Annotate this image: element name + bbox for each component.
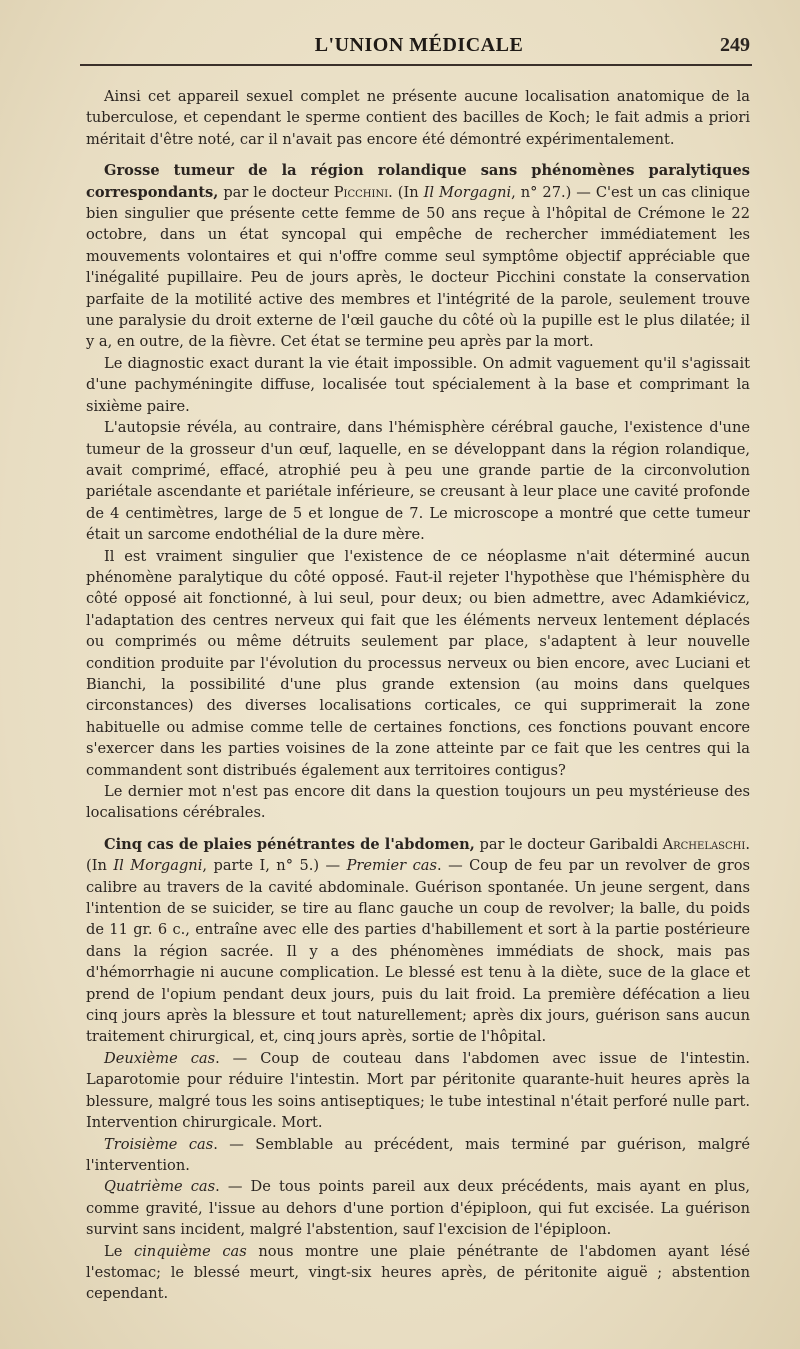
paragraph-autopsy: L'autopsie révéla, au contraire, dans l'hémisphère cérébral gauche, l'existence d'une tumeur de la grosseur d'un œuf, laquelle, en se développant dans la région rolandique, avait comprimé, effacé, atrophié peu à peu une grande partie de la circonvolution pariétale ascendante et pariétale inférieure, se creusant à leur place une cavité profonde de 4 centimètres, large de 5 et longue de 7. Le microscope a montré que cette tumeur était un sarcome endothélial de la dure mère. xyxy=(86,419,750,544)
paragraph-case-5: Le cinquième cas nous montre une plaie pénétrante de l'abdomen ayant lésé l'estomac; le blessé meurt, vingt-six heures après, de péritonite aiguë ; abstention cependant. xyxy=(86,1242,750,1303)
case-label: Deuxième cas xyxy=(104,1049,216,1067)
author-name: Picchini xyxy=(333,183,389,201)
section-heading-rolandic-tumor: Grosse tumeur de la région rolandique sans phénomènes paralytiques correspondants, xyxy=(86,162,750,201)
article-body xyxy=(86,86,750,1305)
paragraph-rolandic-tumor: Grosse tumeur de la région rolandique sans phénomènes paralytiques correspondants, par le docteur Picchini. (In Il Morgagni, n° 27.) — C'est un cas clinique bien singulier que présente cette femme de 50 ans reçue à l'hôpital de Crémone le 22 octobre, dans un état syncopal qui empêche de rechercher immédiatement les mouvements volontaires et qui n'offre comme seul symptôme objectif appréciable que l'inégalité pupillaire. Peu de jours après, le docteur Picchini constate la conservation parfaite de la motilité active des membres et l'intégrité de la parole, seulement trouve une paralysie du droit externe de l'œil gauche du côté où la pupille est le plus dilatée; il y a, en outre, de la fièvre. Cet état se termine peu après par la mort. xyxy=(86,162,750,351)
paragraph-abdominal-wounds: Cinq cas de plaies pénétrantes de l'abdomen, par le docteur Garibaldi Archelaschi. (In Il Morgagni, parte I, n° 5.) — Premier cas. — Coup de feu par un revolver de gros calibre au travers de la cavité abdominale. Guérison spontanée. Un jeune sergent, dans l'intention de se suicider, se tire au flanc gauche un coup de revolver; la balle, du poids de 11 gr. 6 c., entraîne avec elle des parties d'habillement et sort à la partie postérieure dans la région sacrée. Il y a des phénomènes immédiats de shock, mais pas d'hémorrhagie ni aucune complication. Le blessé est tenu à la diète, suce de la glace et prend de l'opium pendant deux jours, puis du lait froid. La première défécation a lieu cinq jours après la blessure et tout naturellement; après dix jours, guérison sans aucun traitement chirurgical, et, cinq jours après, sortie de l'hôpital. xyxy=(86,835,750,1046)
case-label: cinquième cas xyxy=(133,1242,247,1260)
case-label: Premier cas xyxy=(346,857,437,875)
paragraph-case-4: Quatrième cas. — De tous points pareil aux deux précédents, mais ayant en plus, comme gravité, l'issue au dehors d'une portion d'épiploon, qui fut excisée. La guérison survint sans incident, malgré l'abstention, sauf l'excision de l'épiploon. xyxy=(86,1178,750,1239)
page-header xyxy=(88,34,750,60)
paragraph-localisations: Le dernier mot n'est pas encore dit dans la question toujours un peu mystérieuse des localisations cérébrales. xyxy=(86,783,750,822)
case-label: Quatrième cas xyxy=(104,1178,216,1196)
author-name: Archelaschi xyxy=(662,835,746,853)
page-number: 249 xyxy=(720,34,750,56)
paragraph-case-3: Troisième cas. — Semblable au précédent, mais terminé par guérison, malgré l'intervention. xyxy=(86,1135,750,1174)
paragraph-case-2: Deuxième cas. — Coup de couteau dans l'abdomen avec issue de l'intestin. Laparotomie pour réduire l'intestin. Mort par péritonite quarante-huit heures après la blessure, malgré tous les soins antiseptiques; le tube intestinal n'était perforé nulle part. Intervention chirurgicale. Mort. xyxy=(86,1049,750,1132)
journal-name: Il Morgagni xyxy=(113,857,203,875)
section-heading-abdominal-wounds: Cinq cas de plaies pénétrantes de l'abdomen, xyxy=(104,835,475,853)
paragraph-discussion: Il est vraiment singulier que l'existence de ce néoplasme n'ait déterminé aucun phénomène paralytique du côté opposé. Faut-il rejeter l'hypothèse que l'hémisphère du côté opposé ait fonctionné, à lui seul, pour deux; ou bien admettre, avec Adamkiévicz, l'adaptation des centres nerveux qui fait que les éléments nerveux lentement déplacés ou comprimés ou même détruits seulement par place, s'adaptent à leur nouvelle condition produite par l'évolution du processus nerveux ou bien encore, avec Luciani et Bianchi, la possibilité d'une plus grande extension (au moins dans quelques circonstances) des diverses localisations corticales, ce qui supprimerait la zone habituelle ou admise comme telle de certaines fonctions, ces fonctions pouvant encore s'exercer dans les parties voisines de la zone atteinte par ce fait que les centres qui la commandent sont distribués également aux territoires contigus? xyxy=(86,547,750,779)
paragraph-diagnosis: Le diagnostic exact durant la vie était impossible. On admit vaguement qu'il s'agissait d'une pachyméningite diffuse, localisée tout spécialement à la base et comprimant la sixième paire. xyxy=(86,354,750,415)
journal-name: Il Morgagni xyxy=(423,183,512,201)
paragraph-tuberculosis-conclusion: Ainsi cet appareil sexuel complet ne présente aucune localisation anatomique de la tuberculose, et cependant le sperme contient des bacilles de Koch; le fait admis a priori méritait d'être noté, car il n'avait pas encore été démontré expérimentalement. xyxy=(86,88,750,148)
header-rule xyxy=(80,64,752,66)
running-title: L'UNION MÉDICALE xyxy=(314,34,524,56)
case-label: Troisième cas xyxy=(104,1135,214,1153)
